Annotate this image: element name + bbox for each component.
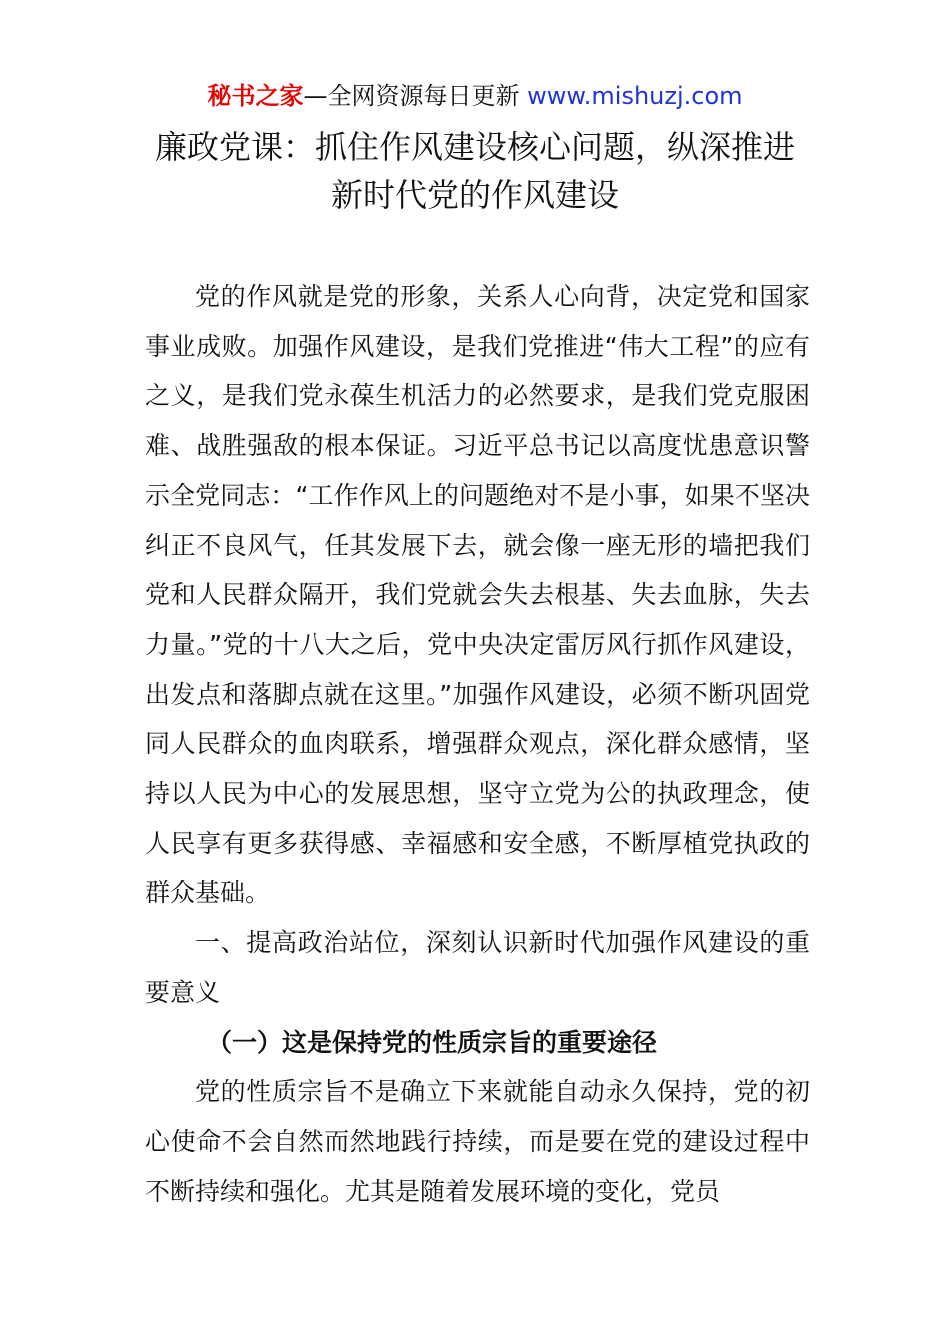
document-title-line-2: 新时代党的作风建设: [330, 176, 619, 214]
document-body: [145, 272, 810, 1216]
document-title-line-1: 廉政党课：抓住作风建设核心问题，纵深推进: [154, 128, 795, 166]
header-slogan: —全网资源每日更新: [303, 82, 528, 110]
section-heading: 一、提高政治站位，深刻认识新时代加强作风建设的重要意义: [145, 928, 810, 1007]
subsection-heading: （一）这是保持党的性质宗旨的重要途径: [207, 1027, 658, 1057]
paragraph-intro: 党的作风就是党的形象，关系人心向背，决定党和国家事业成败。加强作风建设，是我们党推进“伟大工程”的应有之义，是我们党永葆生机活力的必然要求，是我们党克服困难、战胜强敌的根本保证。习近平总书记以高度忧患意识警示全党同志：“工作作风上的问题绝对不是小事，如果不坚决纠正不良风气，任其发展下去，就会像一座无形的墙把我们党和人民群众隔开，我们党就会失去根基、失去血脉，失去力量。”党的十八大之后，党中央决定雷厉风行抓作风建设，出发点和落脚点就在这里。”加强作风建设，必须不断巩固党同人民群众的血肉联系，增强群众观点，深化群众感情，坚持以人民为中心的发展思想，坚守立党为公的执政理念，使人民享有更多获得感、幸福感和安全感，不断厚植党执政的群众基础。: [145, 282, 810, 908]
site-header: [0, 80, 950, 112]
brand-name: 秘书之家: [207, 82, 304, 110]
site-url-link[interactable]: www.mishuzj.com: [527, 82, 743, 110]
paragraph-section-1: 党的性质宗旨不是确立下来就能自动永久保持，党的初心使命不会自然而然地践行持续，而是要在党的建设过程中不断持续和强化。尤其是随着发展环境的变化，党员: [145, 1077, 810, 1206]
